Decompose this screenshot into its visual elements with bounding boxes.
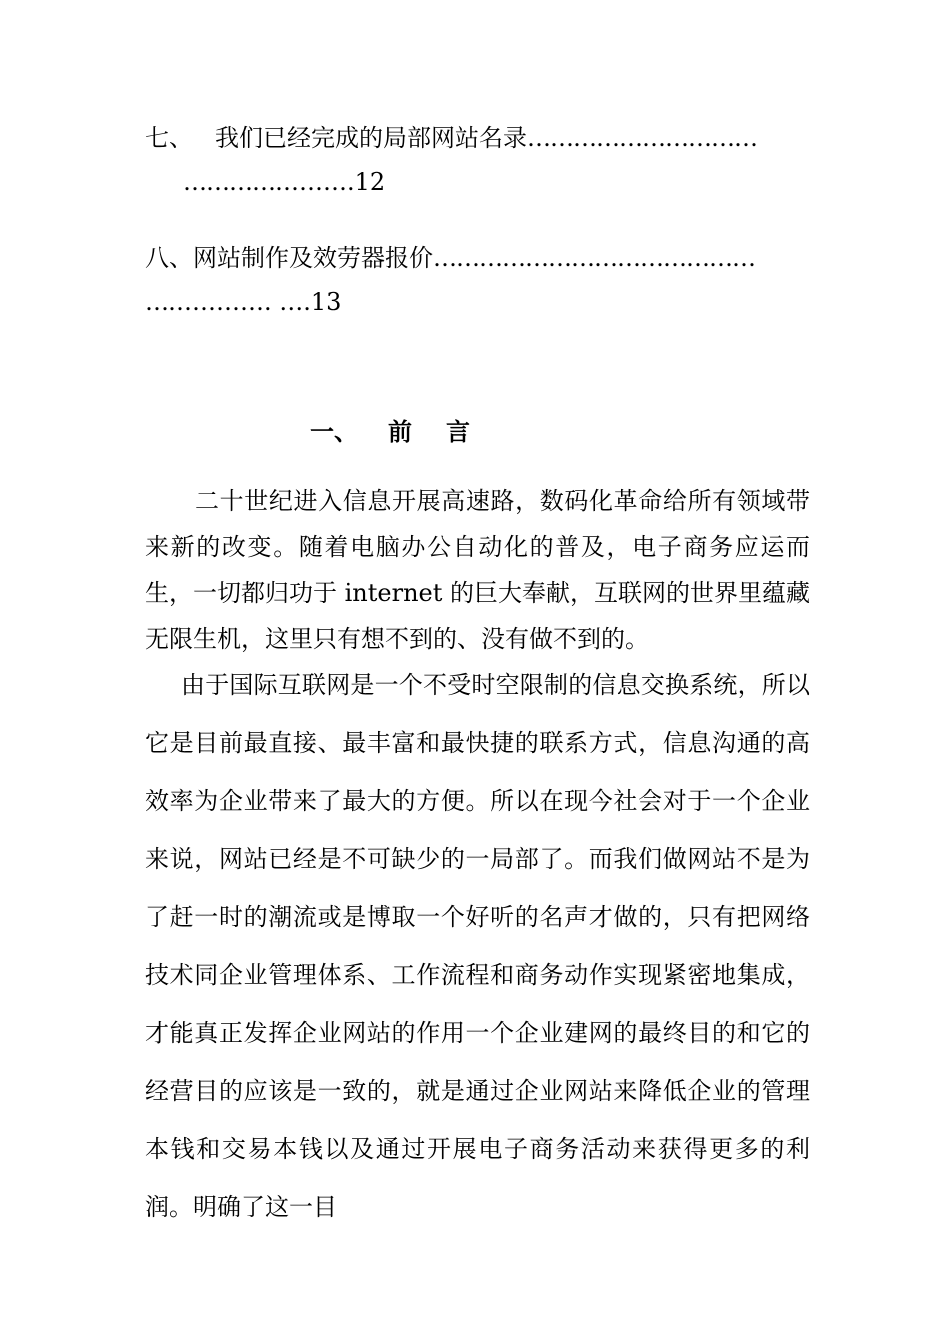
toc-entry-8 (145, 236, 810, 324)
toc-entry-7-leader-cont2: ………. (275, 168, 355, 196)
toc-entry-7-title: 我们已经完成的局部网站名录 (215, 124, 527, 152)
toc-entry-7-page: 12 (354, 168, 386, 196)
toc-entry-8-title: 八、网站制作及效劳器报价 (145, 244, 433, 272)
toc-entry-7-line1 (145, 116, 810, 160)
toc-entry-8-leader: …………………………………… (433, 244, 755, 272)
toc-entry-8-line2 (145, 280, 810, 324)
toc-entry-7-leader-cont: ………… (183, 168, 275, 196)
toc-entry-8-page: 13 (310, 288, 342, 316)
toc-entry-7-line2 (145, 160, 810, 204)
toc-entry-7-leader: ………………………… (527, 124, 757, 152)
toc-entry-8-line1 (145, 236, 810, 280)
section-heading-number: 一、 (310, 417, 358, 446)
toc-entry-7-number: 七、 (145, 124, 193, 152)
toc-entry-8-leader-cont2: …………. …. (168, 288, 311, 316)
toc-entry-7 (145, 116, 810, 204)
section-heading-char1: 前 (388, 417, 412, 446)
body-paragraph-1: 二十世纪进入信息开展高速路，数码化革命给所有领域带来新的改变。随着电脑办公自动化的普及，电子商务应运而生，一切都归功于 internet 的巨大奉献，互联网的世界里蕴藏无限生机，这里只有想不到的、没有做不到的。 (145, 487, 811, 653)
section-heading-char2: 言 (446, 417, 470, 446)
body-paragraph-2: 由于国际互联网是一个不受时空限制的信息交换系统，所以它是目前最直接、最丰富和最快捷的联系方式，信息沟通的高效率为企业带来了最大的方便。所以在现今社会对于一个企业来说，网站已经是不可缺少的一局部了。而我们做网站不是为了赶一时的潮流或是博取一个好听的名声才做的，只有把网络技术同企业管理体系、工作流程和商务动作实现紧密地集成，才能真正发挥企业网站的作用一个企业建网的最终目的和它的经营目的应该是一致的，就是通过企业网站来降低企业的管理本钱和交易本钱以及通过开展电子商务活动来获得更多的利润。明确了这一目 (145, 671, 810, 1221)
toc-entry-8-leader-cont: … (145, 288, 168, 316)
section-heading (310, 408, 470, 456)
